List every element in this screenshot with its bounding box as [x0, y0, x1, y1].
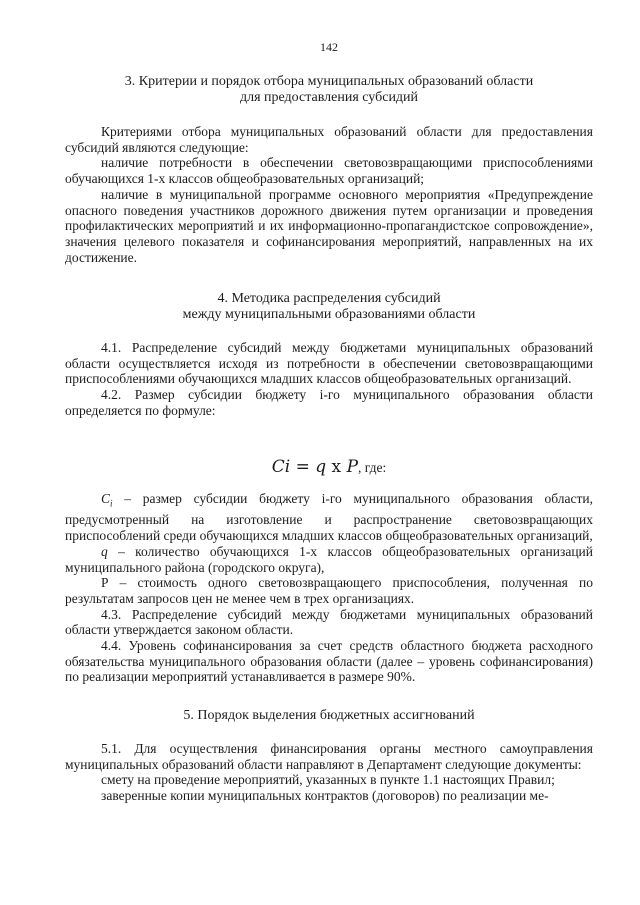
paragraph-4-3: 4.3. Распределение субсидий между бюджетами муниципальных образований области утверждается законом области. — [65, 606, 593, 638]
section-5-title: 5. Порядок выделения бюджетных ассигнований — [183, 708, 475, 723]
formula-lhs: Ci — [271, 457, 291, 477]
section-4-title-line1: 4. Методика распределения субсидий — [217, 291, 441, 306]
section-3-body — [65, 124, 593, 265]
formula-p: P — [346, 457, 359, 477]
legend-ci-desc: – размер субсидии бюджету i-го муниципального образования области, предусмотренный на изготовление и распространение световозвращающих приспособлений среди обучающихся младших классов общеобразовательных организаций, — [65, 491, 593, 544]
section-4-title-line2: между муниципальными образованиями области — [182, 307, 476, 322]
legend-q — [65, 544, 593, 575]
section-3-title-line1: 3. Критерии и порядок отбора муниципальных образований области — [124, 74, 534, 89]
legend-ci — [65, 491, 593, 544]
documents-item-2: заверенные копии муниципальных контрактов (договоров) по реализации ме- — [101, 788, 549, 804]
criteria-item-1: наличие потребности в обеспечении световозвращающими приспособлениями обучающихся 1-х классов общеобразовательных организаций; — [65, 155, 593, 187]
legend-p: Р – стоимость одного световозвращающего приспособления, полученная по результатам запросов цен не менее чем в трех организациях. — [65, 575, 593, 606]
legend-q-symbol: q — [101, 543, 108, 559]
formula-eq: = — [290, 457, 316, 477]
legend-ci-symbol: C — [101, 491, 111, 506]
legend-ci-sub: i — [110, 498, 113, 509]
section-4-heading — [65, 291, 593, 323]
formula-times: x — [326, 457, 347, 477]
paragraph-5-1: 5.1. Для осуществления финансирования органы местного самоуправления муниципальных образований области направляют в Департамент следующие документы: — [65, 741, 593, 772]
section-4-body — [65, 340, 593, 419]
paragraph-4-2: 4.2. Размер субсидии бюджету i-го муниципального образования области определяется по формуле: — [65, 387, 593, 418]
legend-q-desc: – количество обучающихся 1-х классов общеобразовательных организаций муниципального района (городского округа), — [65, 543, 593, 575]
criteria-item-2: наличие в муниципальной программе основного мероприятия «Предупреждение опасного поведения участников дорожного движения путем организации и проведения профилактических мероприятий и их информационно-пропагандистское сопровождение», значения целевого показателя и софинансирования мероприятий, направленных на их достижение. — [65, 186, 593, 265]
paragraph-4-4: 4.4. Уровень софинансирования за счет средств областного бюджета расходного обязательства муниципального образования области (далее – уровень софинансирования) по реализации мероприятий устанавливается в размере 90%. — [65, 638, 593, 685]
criteria-intro: Критериями отбора муниципальных образований области для предоставления субсидий являются следующие: — [65, 124, 593, 155]
formula — [65, 457, 593, 477]
formula-suffix: , где: — [358, 460, 387, 475]
documents-item-1: смету на проведение мероприятий, указанных в пункте 1.1 настоящих Правил; — [101, 772, 555, 788]
paragraph-4-1: 4.1. Распределение субсидий между бюджетами муниципальных образований области осуществляется исходя из потребности в обеспечении световозвращающими приспособлениями обучающихся младших классов общеобразовательных организаций. — [65, 340, 593, 387]
section-5-body — [65, 741, 593, 804]
formula-legend — [65, 491, 593, 685]
section-3-title-line2: для предоставления субсидий — [239, 90, 419, 105]
section-3-heading — [65, 74, 593, 106]
section-5-heading — [65, 708, 593, 724]
page-number: 142 — [320, 40, 338, 54]
formula-q: q — [315, 457, 327, 477]
